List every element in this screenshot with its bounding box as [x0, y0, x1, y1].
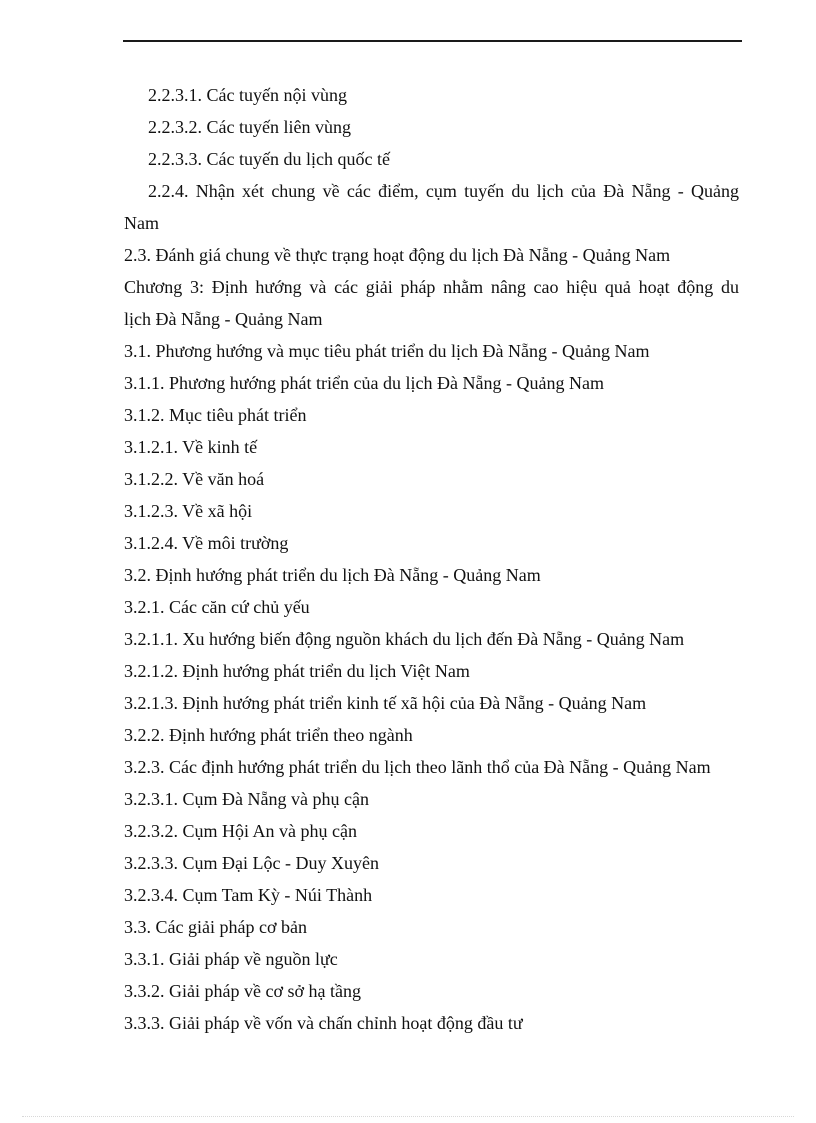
toc-entry: 2.2.3.2. Các tuyến liên vùng: [148, 117, 351, 137]
toc-entry-continuation: Nam: [124, 213, 159, 233]
toc-entry: 3.2.2. Định hướng phát triển theo ngành: [124, 725, 413, 745]
toc-entry: 3.2.1.2. Định hướng phát triển du lịch Việt Nam: [124, 661, 470, 681]
table-of-contents: [124, 79, 739, 1039]
page-bottom-divider: [22, 1116, 794, 1117]
toc-entry: 3.2.1.3. Định hướng phát triển kinh tế xã hội của Đà Nẵng - Quảng Nam: [124, 693, 647, 713]
toc-entry: 3.2.1. Các căn cứ chủ yếu: [124, 597, 310, 617]
toc-entry: 2.3. Đánh giá chung về thực trạng hoạt động du lịch Đà Nẵng - Quảng Nam: [124, 245, 671, 265]
toc-entry: 2.2.3.1. Các tuyến nội vùng: [148, 85, 347, 105]
toc-entry: 2.2.3.3. Các tuyến du lịch quốc tế: [148, 149, 390, 169]
toc-entry: 3.1.2. Mục tiêu phát triển: [124, 405, 307, 425]
toc-entry: 3.1.1. Phương hướng phát triển của du lịch Đà Nẵng - Quảng Nam: [124, 373, 604, 393]
chapter-heading: Chương 3: Định hướng và các giải pháp nhằm nâng cao hiệu quả hoạt động du: [124, 277, 739, 297]
header-rule: [123, 40, 742, 42]
toc-entry: 3.2.3.3. Cụm Đại Lộc - Duy Xuyên: [124, 853, 379, 873]
toc-entry: 3.3. Các giải pháp cơ bản: [124, 917, 307, 937]
toc-entry: 3.2.3.2. Cụm Hội An và phụ cận: [124, 821, 357, 841]
toc-entry: 3.2.3. Các định hướng phát triển du lịch theo lãnh thổ của Đà Nẵng - Quảng Nam: [124, 757, 711, 777]
toc-entry: 3.1.2.1. Về kinh tế: [124, 437, 258, 457]
toc-entry: 3.3.3. Giải pháp về vốn và chấn chỉnh hoạt động đầu tư: [124, 1013, 523, 1033]
toc-entry: 3.3.1. Giải pháp về nguồn lực: [124, 949, 338, 969]
toc-entry: 3.1. Phương hướng và mục tiêu phát triển du lịch Đà Nẵng - Quảng Nam: [124, 341, 650, 361]
toc-entry: 3.1.2.3. Về xã hội: [124, 501, 253, 521]
toc-entry: 3.2.3.1. Cụm Đà Nẵng và phụ cận: [124, 789, 369, 809]
chapter-heading-continuation: lịch Đà Nẵng - Quảng Nam: [124, 309, 323, 329]
toc-entry: 3.2.1.1. Xu hướng biến động nguồn khách du lịch đến Đà Nẵng - Quảng Nam: [124, 629, 685, 649]
toc-entry: 3.1.2.4. Về môi trường: [124, 533, 289, 553]
toc-entry: 3.3.2. Giải pháp về cơ sở hạ tầng: [124, 981, 361, 1001]
toc-entry: 3.2. Định hướng phát triển du lịch Đà Nẵng - Quảng Nam: [124, 565, 541, 585]
toc-entry: 3.2.3.4. Cụm Tam Kỳ - Núi Thành: [124, 885, 373, 905]
toc-entry: 2.2.4. Nhận xét chung về các điểm, cụm tuyến du lịch của Đà Nẵng - Quảng: [148, 181, 739, 201]
toc-entry: 3.1.2.2. Về văn hoá: [124, 469, 265, 489]
